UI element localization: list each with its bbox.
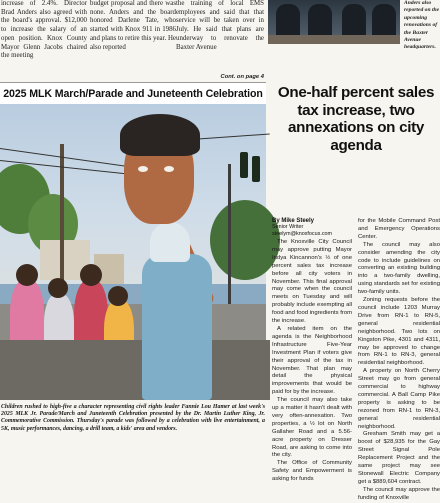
traffic-signal — [252, 156, 260, 182]
child-head — [16, 264, 38, 286]
byline-name: By Mike Steely — [272, 218, 315, 224]
article-paragraph: Zoning requests before the council include 1203 Murray Drive from RN-1 to RN-5, general residential neighborhood. Two lots on Kingston Pike, 4301 and 4311, may be approved to change from RN-1 to RN-3, general residential neighborhood. — [358, 297, 440, 367]
meeting-photo — [268, 0, 400, 44]
article-paragraph: The council may also consider amending the city code to include guidelines on converting an existing building into a two-family dwelling, using standards set for existing two-family units. — [358, 241, 440, 296]
puppet-dress — [142, 254, 212, 400]
story-column-3 — [176, 0, 264, 82]
sales-tax-article — [272, 82, 440, 501]
puppet-eye — [164, 166, 174, 172]
puppet-hair — [120, 114, 200, 156]
article-paragraph: A property on North Cherry Street may go from general commercial to highway commercial. A Ball Camp Pike property is asking to be rezoned from RN-1 to RN-3, general residential neighborhood. — [358, 368, 440, 430]
article-column-right — [358, 218, 440, 503]
parade-photo — [0, 104, 266, 400]
article-paragraph: The council may also take up a matter it hasn't dealt with very often-annexation. Two properties, a ½ lot on North Gallaher Road and a 5.56-acre property on Dresser Road, are asking to come into the city. — [272, 397, 352, 459]
article-byline — [272, 218, 352, 237]
byline-email: steelym@knoxfocus.com — [272, 230, 332, 237]
story-column-2 — [90, 0, 176, 52]
meeting-photo-caption: Anders also reported on the upcoming renovations of the Baxter Avenue headquarters. — [404, 0, 440, 51]
article-paragraph: A related item on the agenda is the Neighborhood Infrastructure Five-Year Investment Plan if voters give their approval of the tax in November. That plan may detail the physical improvements that would be paid for by the increase. — [272, 325, 352, 396]
story-column-2-text: budget proposal and there was none. Anders and the board honored Darlene Tate, who started with Knox 911 in 1986 and plans to retire this year. He also reported — [90, 0, 176, 51]
story-column-3-text: the training of local EMS employees and said that that service will be taken over in July. He said that plans are underway to renovate the Baxter Avenue — [176, 0, 264, 51]
article-paragraph: The council may approve the funding of Knoxville — [358, 486, 440, 501]
article-column-left — [272, 239, 352, 484]
photo-desk — [268, 35, 400, 44]
crowd-shadow — [0, 340, 270, 400]
feature-photo-caption: Children rushed to high-five a character representing civil rights leader Fannie Lou Hamer at last week's 2025 MLK Jr. Parade/March and Juneteenth Celebration presented by the Dr. Martin Luther King, Jr. Commemorative Commission. Thursday's parade was followed by a celebration with live entertainment, a 5K, music performances, dancing, a drill team, a kids' area and vendors. — [1, 404, 265, 432]
continued-stories-strip — [0, 0, 440, 82]
child-head — [48, 278, 68, 298]
traffic-signal — [240, 152, 248, 178]
article-headline: One-half percent sales tax increase, two annexations on city agenda — [277, 84, 435, 154]
byline-title: Senior Writer — [272, 224, 304, 231]
story-column-1-text: increase of 2.4%. Director Brad Anders also agreed with the board's approval. $12,000 to increase the salary of an open position. Knox County Mayor Glenn Jacobs chaired the meeting — [1, 0, 87, 60]
child-head — [108, 286, 128, 306]
article-paragraph: The Office of Community Safety and Empowerment is asking for funds — [272, 460, 352, 483]
signal-pole — [228, 164, 231, 314]
puppet-collar — [150, 222, 190, 262]
puppet-eye — [138, 166, 148, 172]
article-paragraph: The Knoxville City Council may approve putting Mayor Indya Kincannon's ½ of one percent sales tax increase before all city voters in November. This final approval may come when the council meets on Tuesday and will probably include exempting all food and food ingredients from the increase. — [272, 239, 352, 325]
photo-tree — [210, 200, 280, 280]
article-paragraph: for the Mobile Command Post and Emergency Operations Center. — [358, 218, 440, 240]
article-paragraph: Gresham Smith may get a boost of $28,935 for the Gay Street Signal Pole Replacement Project and the same project may see Stonewall Electric Company get a $889,604 contract. — [358, 431, 440, 485]
child-head — [80, 264, 102, 286]
story-column-1 — [1, 0, 87, 61]
feature-title: 2025 MLK March/Parade and Juneteenth Celebration — [0, 82, 266, 104]
feature-photo-block — [0, 82, 266, 440]
continued-on-page-label: Cont. on page 4 — [220, 74, 264, 81]
